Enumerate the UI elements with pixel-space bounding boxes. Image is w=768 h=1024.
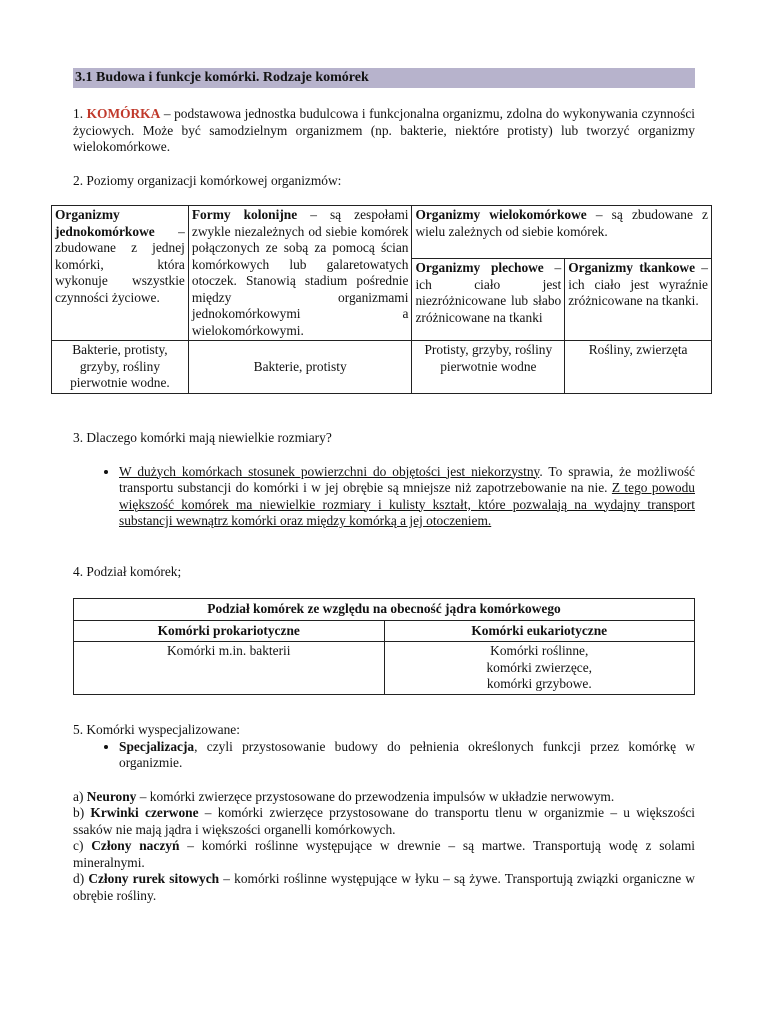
section-5-title: 5. Komórki wyspecjalizowane: [73, 722, 240, 737]
list-item: • W dużych komórkach stosunek powierzchni do objętości jest niekorzystny. To sprawia, że możliwość transportu substancji do komórki i w jej obrębie są mniejsze niż zapotrzebowanie na nie. Z tego powodu większość komórek ma niewielkie rozmiary i kulisty kształt, które pozwalają na wydajny transport substancji wewnątrz komórki oraz między komórką a jej otoczeniem. [119, 464, 695, 530]
section-2-title: 2. Poziomy organizacji komórkowej organizmów: [73, 172, 342, 188]
value-eukaryotic: Komórki roślinne, komórki zwierzęce, komórki grzybowe. [384, 642, 695, 695]
definition-paragraph [73, 106, 695, 156]
cell-thallophytes: Organizmy plechowe – ich ciało jest niezróżnicowane lub słabo zróżnicowane na tkanki [412, 259, 565, 341]
example-unicellular: Bakterie, protisty, grzyby, rośliny pierwotnie wodne. [52, 341, 189, 394]
header-prokaryotic: Komórki prokariotyczne [74, 620, 385, 642]
cell-tissue-organisms: Organizmy tkankowe – ich ciało jest wyraźnie zróżnicowane na tkanki. [565, 259, 712, 341]
section-5-list [73, 739, 695, 772]
specialized-cell-a: a) Neurony – komórki zwierzęce przystosowane do przewodzenia impulsów w układzie nerwowym. [73, 788, 615, 804]
header-eukaryotic: Komórki eukariotyczne [384, 620, 695, 642]
specialized-cell-d: d) Człony rurek sitowych – komórki roślinne występujące w łyku – są żywe. Transportują związki organiczne w obrębie rośliny. [73, 871, 695, 903]
document-page [73, 68, 695, 189]
section-3-list [73, 464, 695, 530]
value-prokaryotic: Komórki m.in. bakterii [74, 642, 385, 695]
item-number: 1. [73, 106, 84, 121]
example-tissue: Rośliny, zwierzęta [565, 341, 712, 394]
section-3-title: 3. Dlaczego komórki mają niewielkie rozmiary? [73, 430, 332, 445]
definition-text: – podstawowa jednostka budulcowa i funkcjonalna organizmu, zdolna do wykonywania czynności życiowych. Może być samodzielnym organizmem (np. bakterie, niektóre protisty) lub tworzyć organizmy wielokomórkowe. [73, 106, 695, 154]
term-komorka: KOMÓRKA [86, 106, 161, 121]
example-colonial: Bakterie, protisty [188, 341, 412, 394]
table2-title: Podział komórek ze względu na obecność jądra komórkowego [74, 599, 695, 621]
list-item: • Specjalizacja, czyli przystosowanie budowy do pełnienia określonych funkcji przez komórkę w organizmie. [119, 739, 695, 772]
section-4-title: 4. Podział komórek; [73, 564, 182, 579]
section-3 [73, 430, 695, 530]
cell-division-table [73, 598, 695, 695]
cell-unicellular: Organizmy jednokomórkowe – zbudowane z jednej komórki, która wykonuje wszystkie czynności życiowe. [52, 206, 189, 341]
cell-multicellular: Organizmy wielokomórkowe – są zbudowane z wielu zależnych od siebie komórek. [412, 206, 712, 259]
cell-colonial: Formy kolonijne – są zespołami zwykle niezależnych od siebie komórek połączonych ze sobą za pomocą ścian komórkowych lub galaretowatych otoczek. Stanowią stadium pośrednie między organizmami jednokomórkowymi a wielokomórkowymi. [188, 206, 412, 341]
section-heading: 3.1 Budowa i funkcje komórki. Rodzaje komórek [73, 68, 695, 88]
organization-levels-table [51, 205, 712, 394]
specialized-cell-c: c) Człony naczyń – komórki roślinne występujące w drewnie – są martwe. Transportują wodę z solami mineralnymi. [73, 838, 695, 870]
section-5 [73, 722, 695, 904]
specialized-cell-b: b) Krwinki czerwone – komórki zwierzęce przystosowane do transportu tlenu w organizmie – u większości ssaków nie mają jądra i większości organelli komórkowych. [73, 805, 695, 837]
example-thallophytes: Protisty, grzyby, rośliny pierwotnie wodne [412, 341, 565, 394]
